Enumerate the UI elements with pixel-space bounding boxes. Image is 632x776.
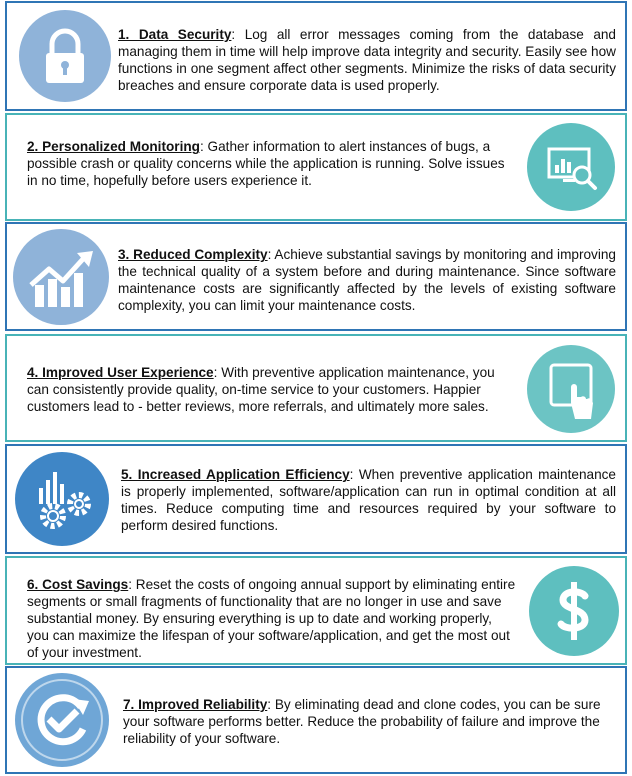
item-body: When preventive application maintenance is properly implemented, software/application can run in optimal condition at all times. Reduce computing time and resources required by your software to perform desired functions. (121, 467, 616, 533)
touch-screen-icon (527, 345, 615, 433)
item-title: 3. Reduced Complexity (118, 247, 268, 262)
item-body: Gather information to alert instances of bugs, a possible crash or quality concerns while the application is running. Solve issues in no time, hopefully before users experience it. (27, 139, 505, 188)
item-title: 5. Increased Application Efficiency (121, 467, 350, 482)
item-text: 2. Personalized Monitoring: Gather information to alert instances of bugs, a possible crash or quality concerns while the application is running. Solve issues in no time, hopefully before users experience it. (27, 139, 505, 188)
item-personalized-monitoring (5, 113, 627, 221)
item-body: Log all error messages coming from the database and managing them in time will help improve data integrity and security. Easily see how functions in one segment affect other segments. Minimize the risks of data security breaches and ensure corporate data is used properly. (118, 27, 616, 93)
item-improved-user-experience (5, 334, 627, 442)
item-text: 1. Data Security: Log all error messages coming from the database and managing them in time will help improve data integrity and security. Easily see how functions in one segment affect other segments. Minimize the risks of data security breaches and ensure corporate data is used properly. (118, 27, 616, 93)
item-text: 5. Increased Application Efficiency: When preventive application maintenance is properly implemented, software/application can run in optimal condition at all times. Reduce computing time and resources required by your software to perform desired functions. (121, 467, 616, 533)
item-title: 2. Personalized Monitoring (27, 139, 200, 154)
refresh-check-icon (15, 673, 109, 767)
item-body: Reset the costs of ongoing annual support by eliminating entire segments or small fragments of functionality that are no longer in use and save substantial money. By ensuring everything is up to date and working properly, you can maximize the lifespan of your software/application, and get the most out of your investment. (27, 577, 516, 660)
item-cost-savings (5, 556, 627, 665)
item-reduced-complexity (5, 222, 627, 331)
padlock-icon (19, 10, 111, 102)
item-text: 7. Improved Reliability: By eliminating dead and clone codes, you can be sure your software performs better. Reduce the probability of failure and improve the reliability of your software. (123, 697, 601, 746)
item-title: 6. Cost Savings (27, 577, 129, 592)
monitor-search-icon (527, 123, 615, 211)
item-body: By eliminating dead and clone codes, you can be sure your software performs better. Reduce the probability of failure and improve the reliability of your software. (123, 697, 601, 746)
item-improved-reliability (5, 666, 627, 774)
item-title: 4. Improved User Experience (27, 365, 214, 380)
item-title: 7. Improved Reliability (123, 697, 268, 712)
gears-icon (15, 452, 109, 546)
dollar-icon (529, 566, 619, 656)
item-data-security (5, 1, 627, 111)
item-text: 4. Improved User Experience: With preventive application maintenance, you can consistently provide quality, on-time service to your customers. Happier customers lead to - better reviews, more referrals, and ultimately more sales. (27, 365, 495, 414)
item-text: 6. Cost Savings: Reset the costs of ongoing annual support by eliminating entire segments or small fragments of functionality that are no longer in use and save substantial money. By ensuring everything is up to date and working properly, you can maximize the lifespan of your software/application, and get the most out of your investment. (27, 577, 516, 660)
item-body: Achieve substantial savings by monitoring and improving the technical quality of a system before and during maintenance. Since software maintenance costs are significantly affected by the levels of existing software complexity, you can limit your maintenance costs. (118, 247, 616, 313)
item-text: 3. Reduced Complexity: Achieve substantial savings by monitoring and improving the technical quality of a system before and during maintenance. Since software maintenance costs are significantly affected by the levels of existing software complexity, you can limit your maintenance costs. (118, 247, 616, 313)
item-body: With preventive application maintenance, you can consistently provide quality, on-time service to your customers. Happier customers lead to - better reviews, more referrals, and ultimately more sales. (27, 365, 495, 414)
item-title: 1. Data Security (118, 27, 232, 42)
growth-chart-icon (13, 229, 109, 325)
item-increased-application-efficiency (5, 444, 627, 554)
